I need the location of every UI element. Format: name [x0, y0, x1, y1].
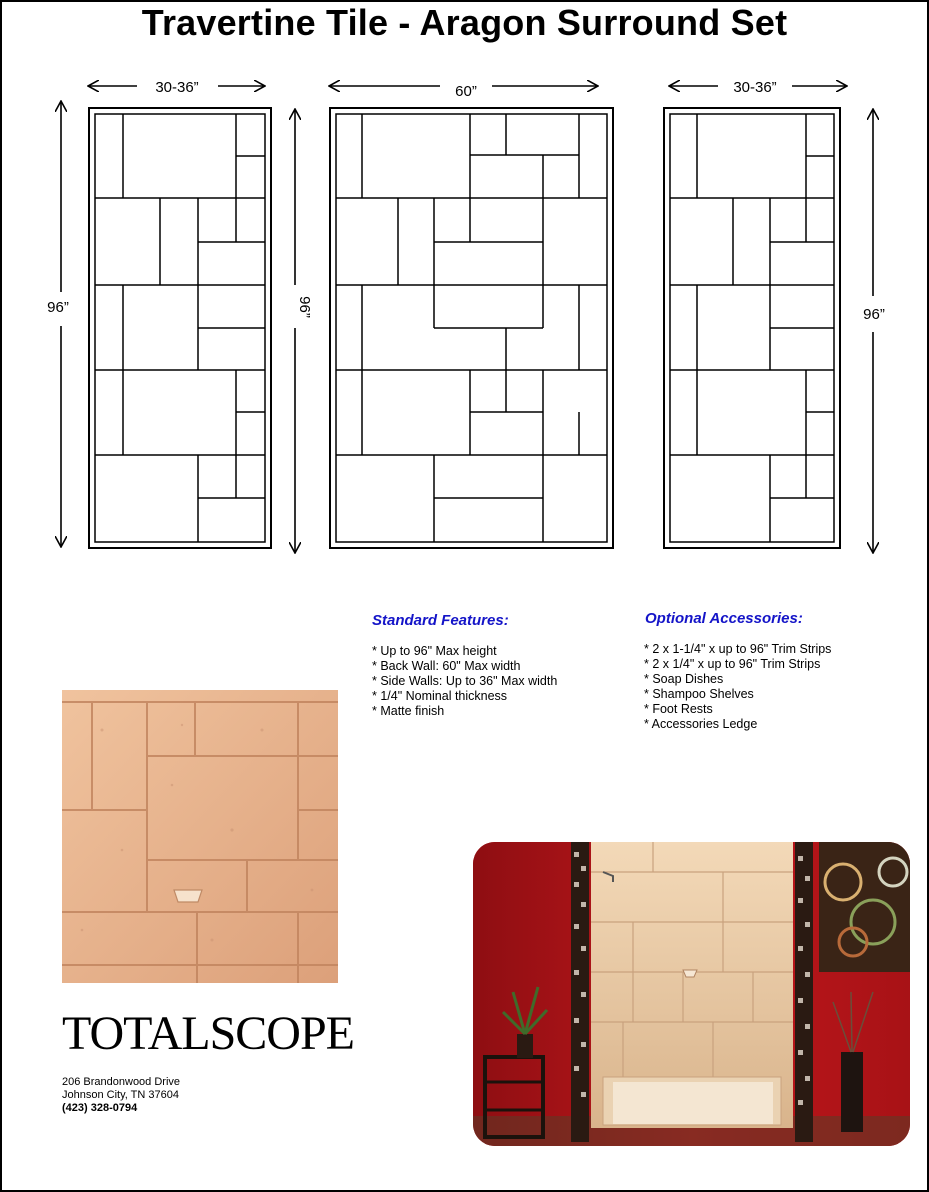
right-side-panel [664, 108, 840, 548]
list-item: * 1/4" Nominal thickness [372, 689, 557, 704]
center-width-label: 60” [455, 83, 477, 100]
address-line: Johnson City, TN 37604 [62, 1089, 179, 1101]
totalscope-logo: TOTALSCOPE [62, 1007, 354, 1060]
optional-accessories-title: Optional Accessories: [645, 610, 803, 627]
center-height-label: 96” [296, 296, 313, 318]
back-wall-panel [330, 108, 613, 548]
list-item: * Soap Dishes [644, 672, 831, 687]
standard-features-list [372, 644, 557, 719]
soap-dish-icon [174, 890, 202, 902]
list-item: * Shampoo Shelves [644, 687, 831, 702]
right-height-label: 96” [863, 306, 885, 323]
optional-accessories-list [644, 642, 831, 732]
list-item: * Foot Rests [644, 702, 831, 717]
phone-number: (423) 328-0794 [62, 1102, 138, 1114]
list-item: * Accessories Ledge [644, 717, 831, 732]
page-title: Travertine Tile - Aragon Surround Set [141, 2, 788, 43]
list-item: * Matte finish [372, 704, 557, 719]
right-width-label: 30-36” [733, 79, 777, 96]
list-item: * Up to 96" Max height [372, 644, 557, 659]
tile-sample-photo [62, 690, 338, 983]
left-side-panel [89, 108, 271, 548]
address-line: 206 Brandonwood Drive [62, 1076, 181, 1088]
standard-features-title: Standard Features: [372, 612, 509, 629]
list-item: * Side Walls: Up to 36" Max width [372, 674, 557, 689]
list-item: * Back Wall: 60" Max width [372, 659, 557, 674]
list-item: * 2 x 1/4" x up to 96" Trim Strips [644, 657, 831, 672]
list-item: * 2 x 1-1/4" x up to 96" Trim Strips [644, 642, 831, 657]
left-width-label: 30-36” [155, 79, 199, 96]
company-address [62, 1076, 180, 1115]
left-height-label: 96” [47, 299, 69, 316]
shower-installation-photo [473, 842, 910, 1146]
